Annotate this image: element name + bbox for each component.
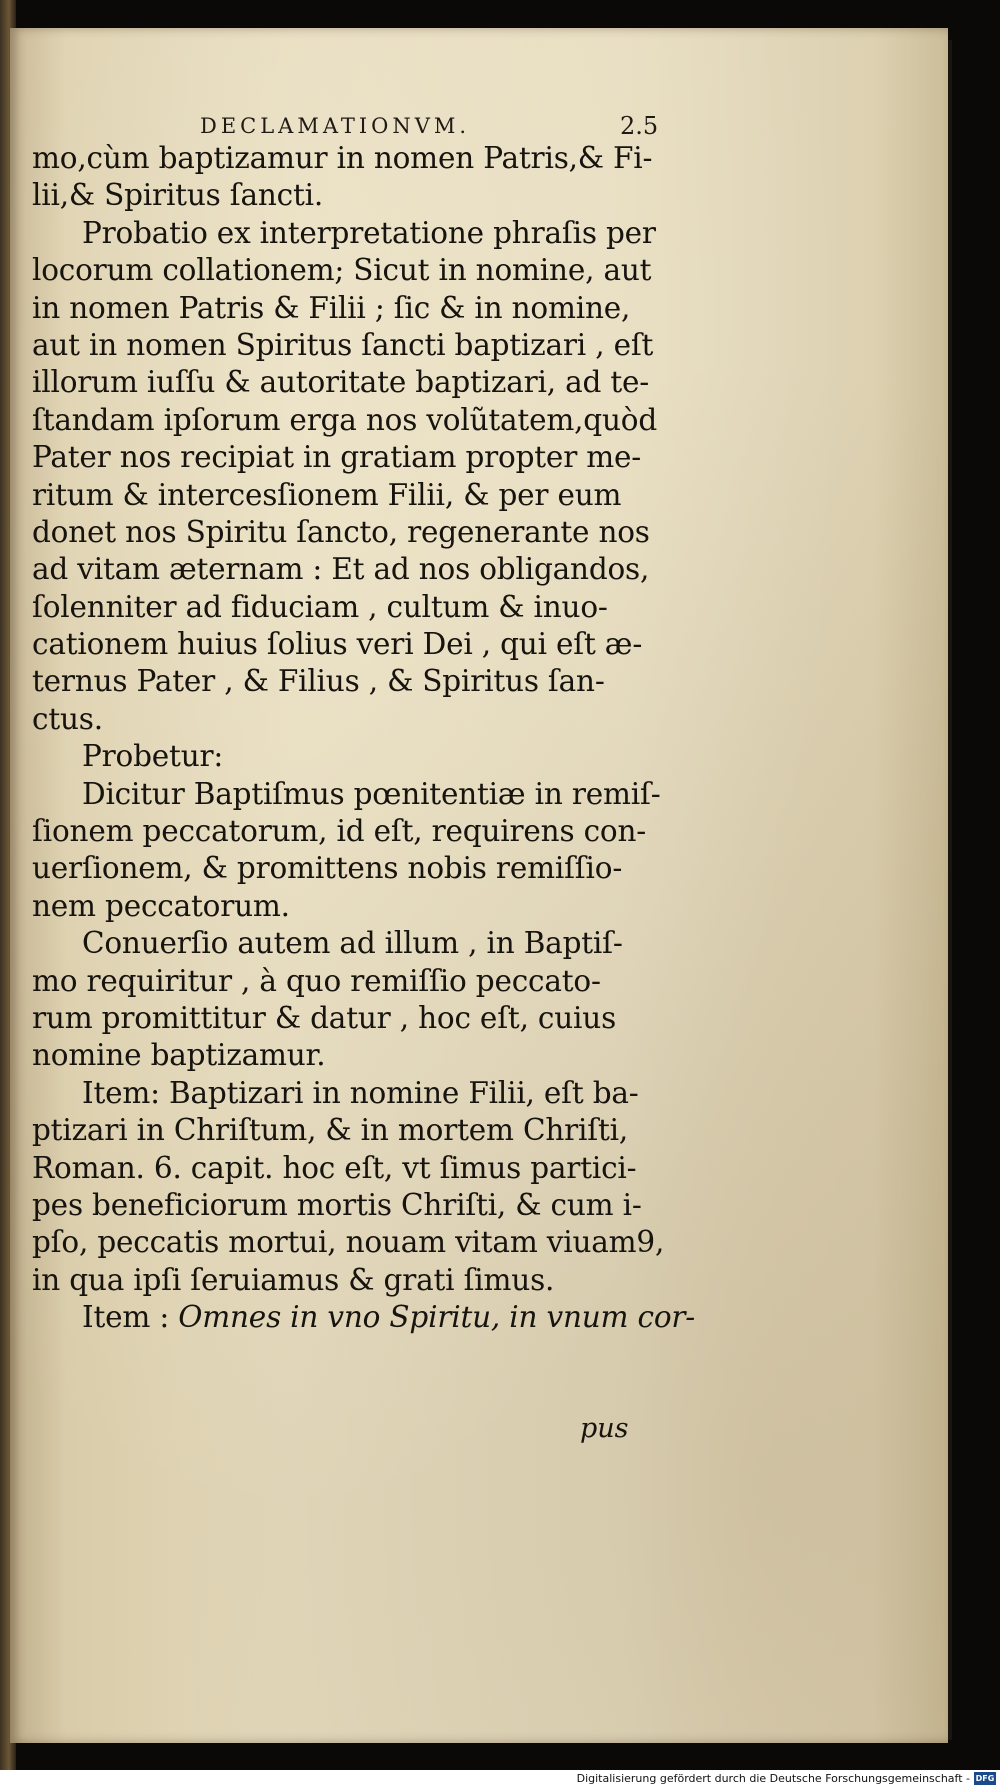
- text-line: nem peccatorum.: [32, 888, 290, 923]
- text-line: illorum iuſſu & autoritate baptizari, ad te-: [32, 365, 650, 400]
- text-line: lii,& Spiritus ſancti.: [32, 178, 324, 213]
- text-line: Dicitur Baptiſmus pœnitentiæ in remiſ-: [82, 776, 661, 811]
- text-line: ritum & intercesſionem Filii, & per eum: [32, 477, 622, 512]
- text-line: uerſionem, & promittens nobis remiſſio-: [32, 851, 623, 886]
- body-text: [32, 140, 696, 1337]
- text-line: cationem huius ſolius veri Dei , qui eſt æ-: [32, 627, 643, 662]
- text-line: ad vitam æternam : Et ad nos obligandos,: [32, 552, 650, 587]
- text-line: in nomen Patris & Filii ; ſic & in nomine,: [32, 290, 631, 325]
- text-line: rum promittitur & datur , hoc eſt, cuius: [32, 1000, 617, 1035]
- text-line: ſtandam ipſorum erga nos volũtatem,quòd: [32, 402, 658, 437]
- text-line: Probetur:: [82, 739, 224, 774]
- quotation-lead: Item :: [82, 1300, 170, 1335]
- text-line: pes beneficiorum mortis Chriſti, & cum i-: [32, 1187, 642, 1222]
- page-edge: [948, 40, 952, 1740]
- text-line: mo requiritur , à quo remiſſio peccato-: [32, 963, 601, 998]
- text-line-quotation: [32, 1299, 696, 1336]
- text-line: pſo, peccatis mortui, nouam vitam viuam9,: [32, 1225, 665, 1260]
- text-line: mo,cùm baptizamur in nomen Patris,& Fi-: [32, 141, 653, 175]
- catchword: pus: [580, 1413, 629, 1444]
- text-line: Pater nos recipiat in gratiam propter me-: [32, 440, 642, 475]
- text-line: ſionem peccatorum, id eſt, requirens con-: [32, 814, 647, 849]
- quotation-text: Omnes in vno Spiritu, in vnum cor-: [178, 1300, 696, 1335]
- digitization-credit: Digitalisierung gefördert durch die Deutsche Forschungsgemeinschaft -: [576, 1772, 970, 1785]
- text-line: Probatio ex interpretatione phraſis per: [82, 215, 656, 250]
- text-line: locorum collationem; Sicut in nomine, aut: [32, 253, 652, 288]
- book-page: [10, 28, 948, 1743]
- text-line: ctus.: [32, 701, 103, 736]
- dfg-logo: DFG: [975, 1774, 995, 1783]
- page-number: 2.5: [620, 112, 659, 140]
- text-line: aut in nomen Spiritus ſancti baptizari , eſt: [32, 327, 654, 362]
- text-line: ſolenniter ad fiduciam , cultum & inuo-: [32, 589, 608, 624]
- running-head: DECLAMATIONVM.: [200, 114, 471, 138]
- text-line: donet nos Spiritu ſancto, regenerante nos: [32, 514, 650, 549]
- text-line: Roman. 6. capit. hoc eſt, vt ſimus partici-: [32, 1150, 637, 1185]
- text-line: nomine baptizamur.: [32, 1038, 326, 1073]
- text-line: Conuerſio autem ad illum , in Baptiſ-: [82, 926, 623, 961]
- text-line: ternus Pater , & Filius , & Spiritus ſan-: [32, 664, 605, 699]
- text-line: in qua ipſi ſeruiamus & grati ſimus.: [32, 1262, 555, 1297]
- text-line: Item: Baptizari in nomine Filii, eſt ba-: [82, 1075, 639, 1110]
- text-line: ptizari in Chriſtum, & in mortem Chriſti,: [32, 1113, 629, 1148]
